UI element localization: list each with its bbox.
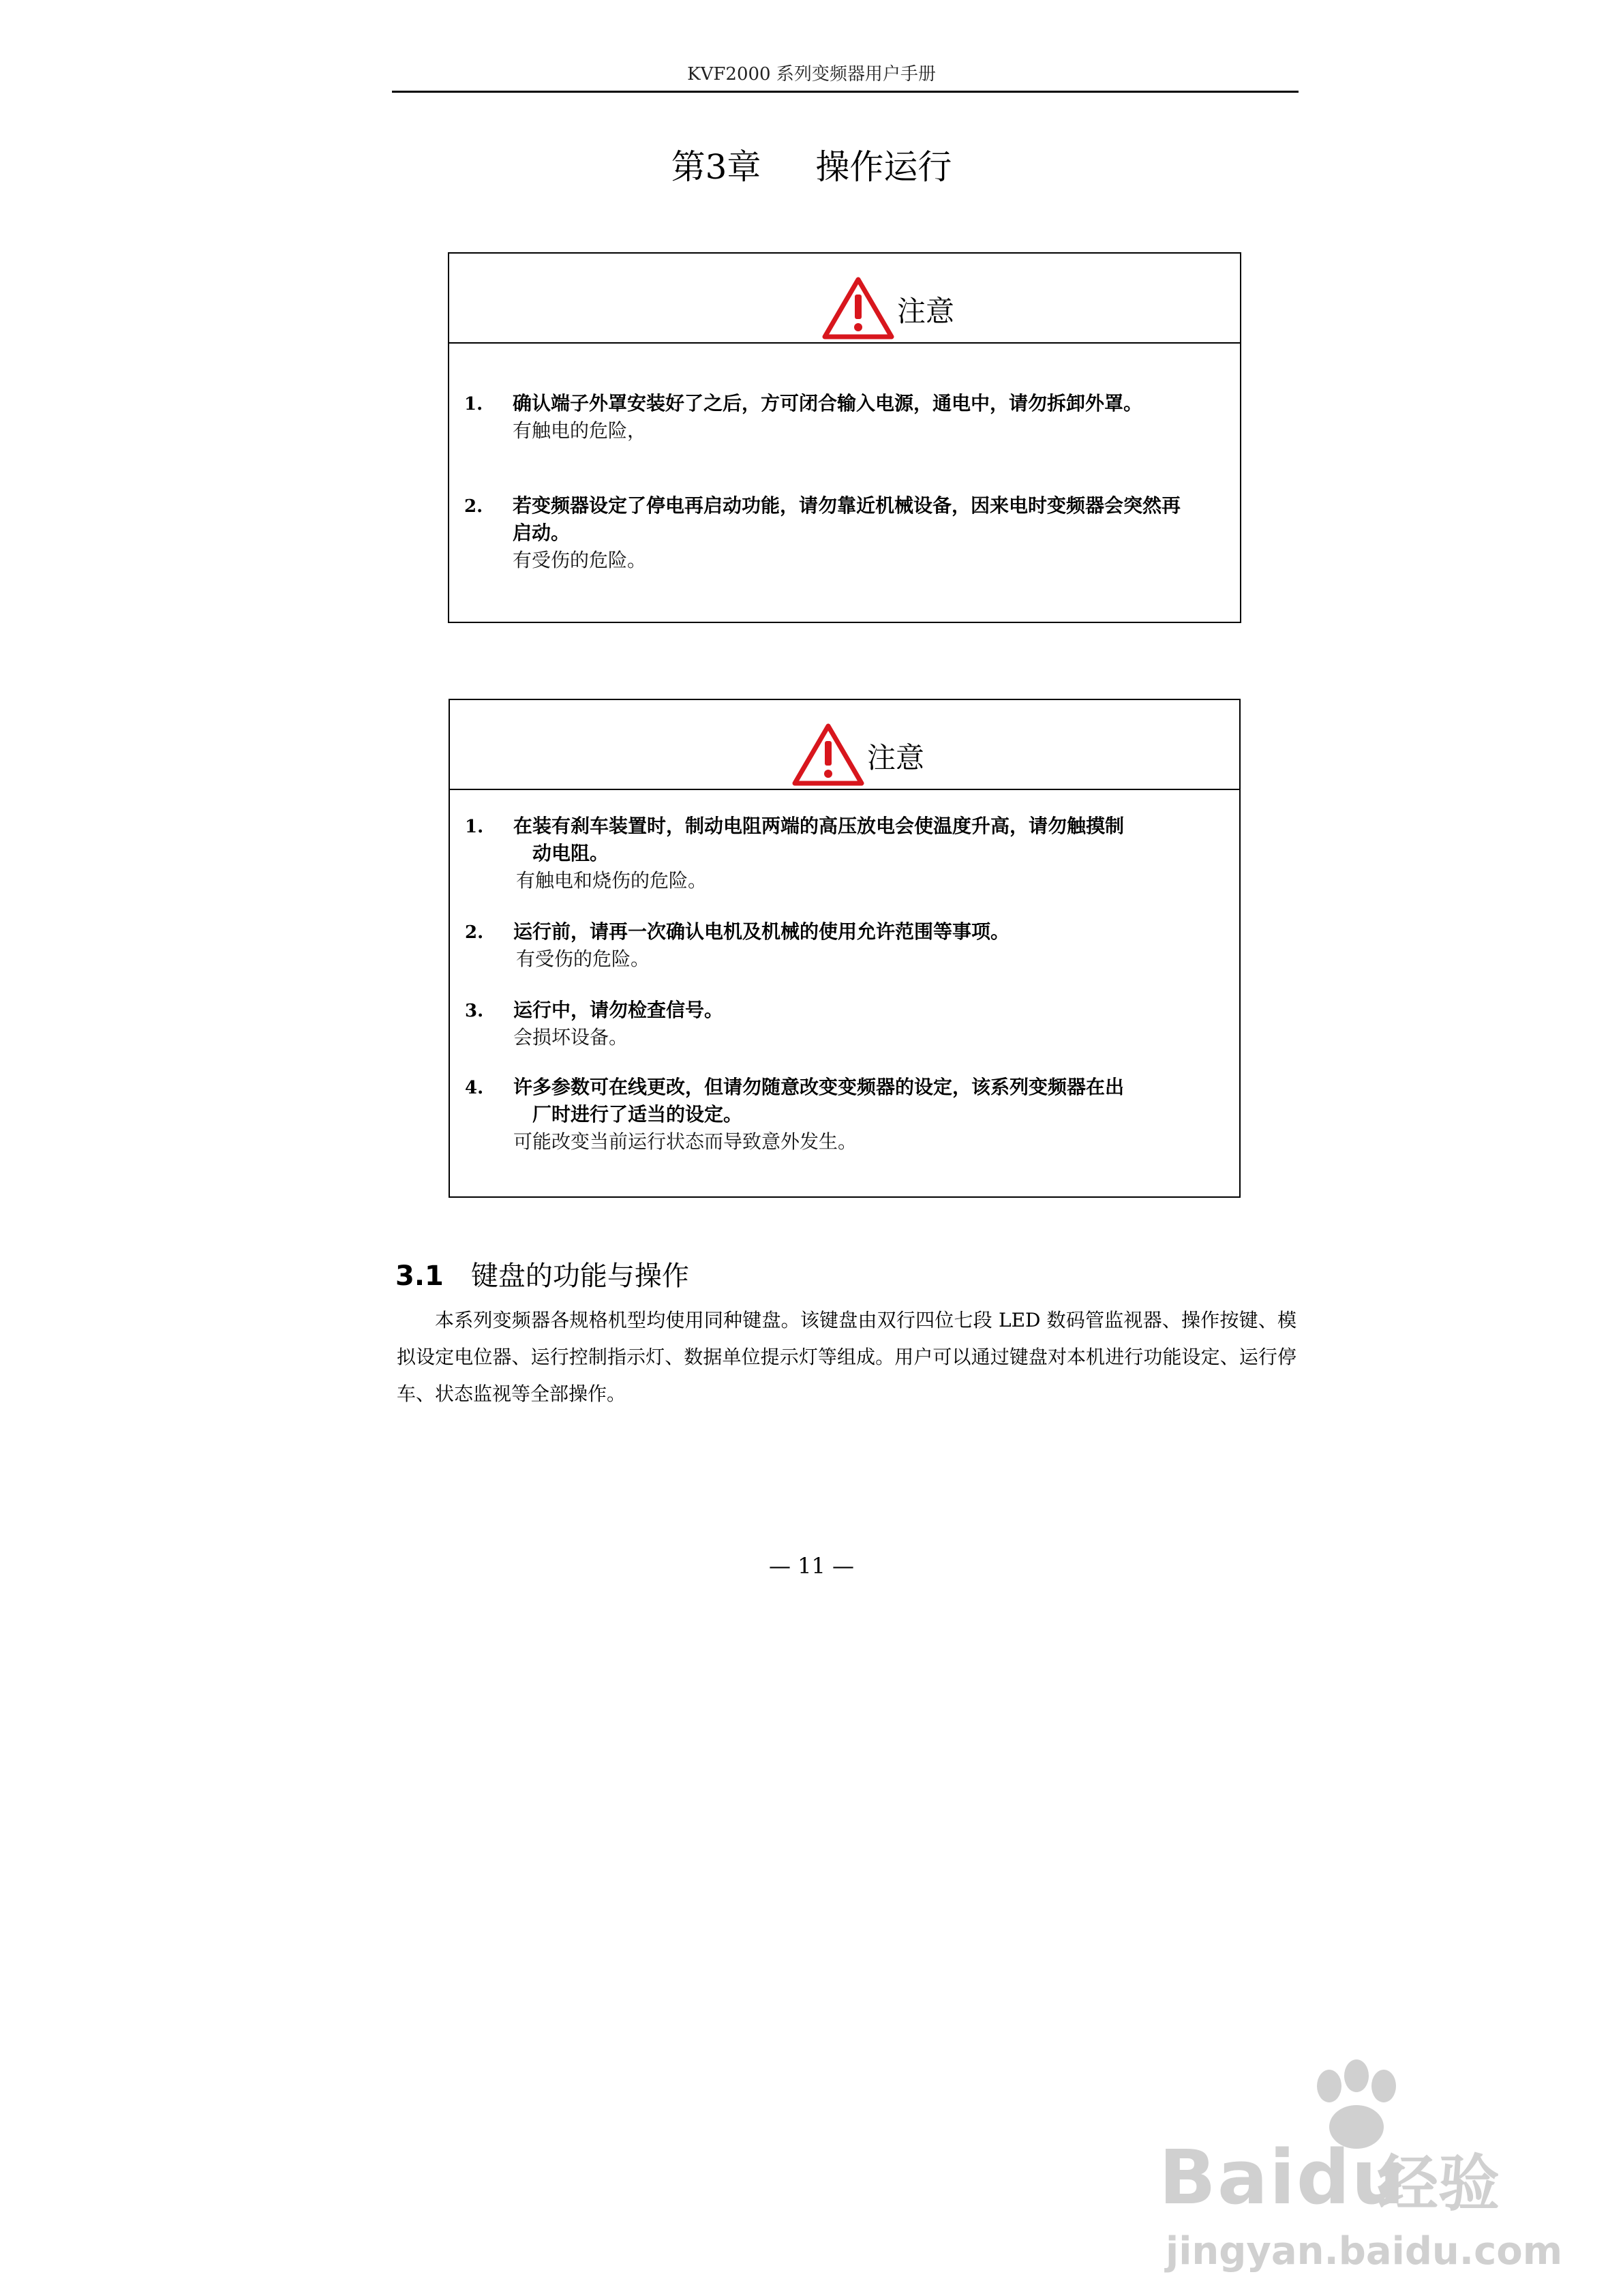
notice-item-line: 许多参数可在线更改，但请勿随意改变变频器的设定，该系列变频器在出 — [513, 1076, 1125, 1098]
notice-item-text — [513, 492, 1181, 547]
chapter-number: 第3章 — [671, 147, 761, 187]
notice-item-text — [513, 918, 1010, 946]
notice-item-line: 若变频器设定了停电再启动功能，请勿靠近机械设备，因来电时变频器会突然再 — [513, 494, 1181, 517]
watermark-suffix: 经验 — [1377, 2148, 1500, 2220]
notice-item-consequence: 会损坏设备。 — [513, 1026, 628, 1048]
notice-item-number: 4. — [465, 1078, 484, 1098]
notice-item-line: 厂时进行了适当的设定。 — [532, 1103, 743, 1126]
notice-item-text — [513, 1074, 1124, 1128]
watermark-url: jingyan.baidu.com — [1166, 2229, 1563, 2274]
notice-item-consequence: 可能改变当前运行状态而导致意外发生。 — [513, 1130, 858, 1153]
watermark-logo: Baidu — [1159, 2134, 1406, 2221]
chapter-name: 操作运行 — [815, 147, 952, 187]
section-number: 3.1 — [395, 1260, 444, 1292]
notice-item-line: 确认端子外罩安装好了之后，方可闭合输入电源，通电中，请勿拆卸外罩。 — [513, 392, 1143, 414]
notice-item-consequence: 有触电的危险， — [513, 419, 647, 442]
notice-box-1 — [448, 252, 1241, 623]
header-rule — [392, 91, 1299, 93]
notice-item-consequence: 有触电和烧伤的危险。 — [516, 869, 708, 892]
notice-box-1-header — [449, 254, 1240, 344]
notice-item-line: 在装有刹车装置时，制动电阻两端的高压放电会使温度升高，请勿触摸制 — [513, 815, 1125, 837]
notice-item-line: 动电阻。 — [532, 842, 609, 864]
notice-item-number: 2. — [464, 496, 483, 517]
notice-item-text — [513, 390, 1142, 417]
warning-triangle-icon — [791, 721, 866, 789]
section-title: 键盘的功能与操作 — [470, 1260, 689, 1292]
warning-triangle-icon — [821, 274, 896, 342]
page-header-title: KVF2000 系列变频器用户手册 — [687, 64, 936, 85]
notice-item-number: 2. — [465, 922, 484, 943]
notice-item-number: 3. — [465, 1001, 484, 1021]
notice-box-2-label: 注意 — [867, 741, 925, 774]
notice-item-consequence: 有受伤的危险。 — [513, 549, 647, 571]
section-body: 本系列变频器各规格机型均使用同种键盘。该键盘由双行四位七段 LED 数码管监视器、操作按键、模拟设定电位器、运行控制指示灯、数据单位提示灯等组成。用户可以通过键盘对本机进行功能设定、运行停车、状态监视等全部操作。 — [397, 1309, 1296, 1405]
notice-item-number: 1. — [464, 394, 483, 414]
notice-item-consequence: 有受伤的危险。 — [516, 948, 650, 970]
notice-item-number: 1. — [465, 817, 484, 837]
watermark — [1159, 2059, 1563, 2274]
notice-item-text — [513, 813, 1124, 867]
notice-item-line: 运行中，请勿检查信号。 — [513, 999, 724, 1021]
page-number: — 11 — — [768, 1553, 855, 1579]
section-heading — [395, 1254, 689, 1293]
chapter-title — [0, 140, 1623, 189]
notice-box-1-label: 注意 — [897, 294, 955, 328]
notice-item-text — [513, 997, 723, 1024]
notice-box-2 — [449, 699, 1241, 1198]
notice-item-line: 运行前，请再一次确认电机及机械的使用允许范围等事项。 — [513, 920, 1010, 943]
notice-item-line: 启动。 — [513, 522, 571, 544]
notice-box-2-header — [450, 700, 1239, 790]
